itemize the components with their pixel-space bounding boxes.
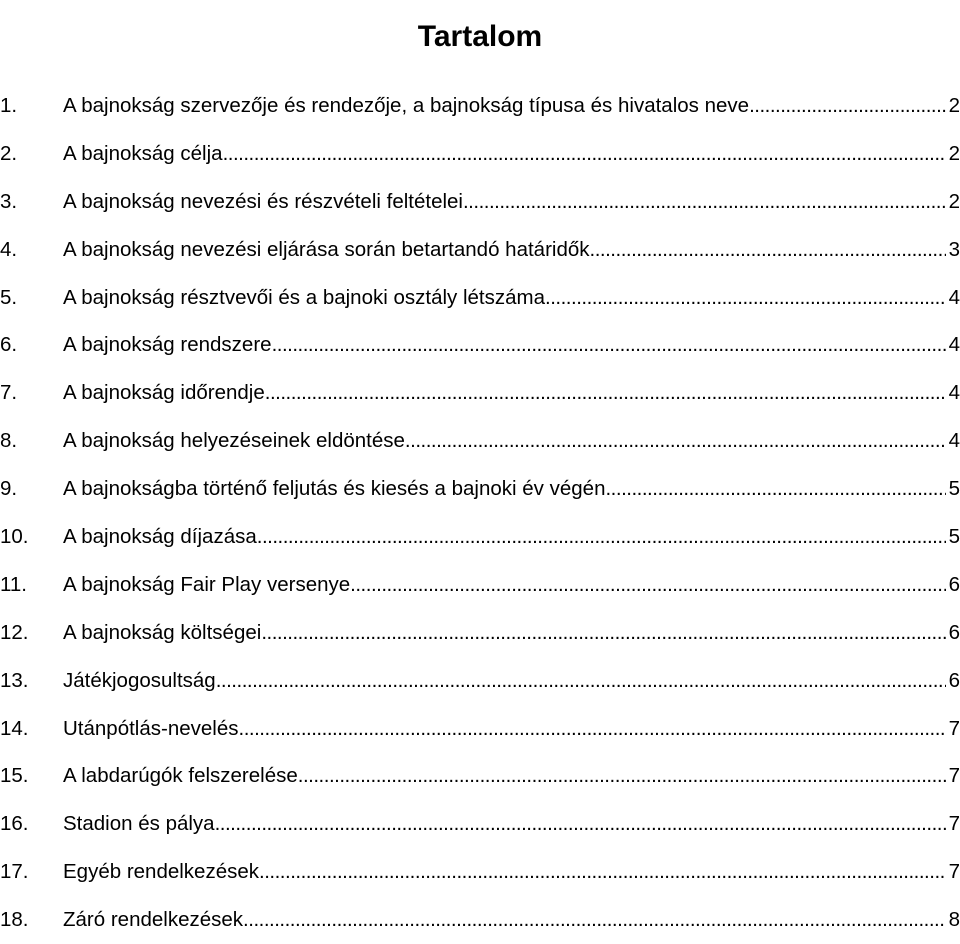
- toc-entry-number: 5.: [0, 285, 18, 309]
- toc-entry-title[interactable]: A bajnokság résztvevői és a bajnoki osztály létszáma: [63, 285, 546, 309]
- toc-entry[interactable]: [0, 178, 960, 226]
- toc-entry-page[interactable]: 3: [948, 237, 960, 261]
- toc-entry-number: 6.: [0, 333, 18, 357]
- toc-entry-title[interactable]: A bajnokságba történő feljutás és kiesés a bajnoki év végén: [63, 477, 606, 501]
- toc-entry[interactable]: [0, 561, 960, 609]
- toc-entry-page[interactable]: 6: [948, 668, 960, 692]
- toc-entry-title[interactable]: A bajnokság nevezési eljárása során betartandó határidők: [63, 237, 590, 261]
- toc-entry-page[interactable]: 4: [948, 333, 960, 357]
- toc-entry-title[interactable]: A bajnokság rendszere: [63, 333, 272, 357]
- toc-entry[interactable]: [0, 896, 960, 944]
- toc-dot-leader: [243, 896, 946, 944]
- toc-dot-leader: [261, 609, 946, 657]
- toc-entry[interactable]: [0, 82, 960, 130]
- toc-entry[interactable]: [0, 321, 960, 369]
- toc-entry-page[interactable]: 2: [948, 94, 960, 117]
- toc-entry-line: [63, 130, 960, 178]
- toc-entry-line: [63, 848, 960, 896]
- toc-entry[interactable]: [0, 513, 960, 561]
- toc-entry-number: 18.: [0, 908, 29, 932]
- toc-entry[interactable]: [0, 274, 960, 322]
- toc-entry-page[interactable]: 8: [948, 908, 960, 932]
- toc-entry-title[interactable]: A bajnokság díjazása: [63, 525, 257, 549]
- toc-entry-line: [63, 321, 960, 369]
- toc-dot-leader: [749, 82, 946, 130]
- toc-dot-leader: [223, 130, 946, 178]
- toc-entry-page[interactable]: 5: [948, 477, 960, 501]
- toc-entry-line: [63, 513, 960, 561]
- toc-dot-leader: [590, 226, 946, 274]
- toc-entry-number: 17.: [0, 860, 29, 884]
- toc-entry-title[interactable]: A labdarúgók felszerelése: [63, 764, 298, 788]
- toc-entry-title[interactable]: A bajnokság helyezéseinek eldöntése: [63, 429, 405, 453]
- toc-entry-title[interactable]: A bajnokság időrendje: [63, 381, 265, 405]
- toc-entry-number: 14.: [0, 716, 29, 740]
- toc-entry-page[interactable]: 7: [948, 716, 960, 740]
- toc-entry-title[interactable]: Egyéb rendelkezések: [63, 860, 260, 884]
- toc-entry[interactable]: [0, 226, 960, 274]
- toc-entry-number: 8.: [0, 429, 18, 453]
- toc-entry-page[interactable]: 7: [948, 764, 960, 788]
- toc-entry[interactable]: [0, 848, 960, 896]
- toc-entry-line: [63, 369, 960, 417]
- toc-entry-number: 15.: [0, 764, 29, 788]
- toc-dot-leader: [215, 800, 946, 848]
- toc-entry-number: 16.: [0, 812, 29, 836]
- toc-entry-page[interactable]: 4: [948, 429, 960, 453]
- toc-entry-page[interactable]: 2: [948, 141, 960, 165]
- toc-entry-page[interactable]: 6: [948, 572, 960, 596]
- toc-entry-title[interactable]: Stadion és pálya: [63, 812, 215, 836]
- toc-entry[interactable]: [0, 417, 960, 465]
- toc-entry-page[interactable]: 6: [948, 620, 960, 644]
- toc-entry[interactable]: [0, 705, 960, 753]
- toc-entry-number: 9.: [0, 477, 18, 501]
- toc-entry-number: 13.: [0, 668, 29, 692]
- toc-entry-title[interactable]: Játékjogosultság: [63, 668, 216, 692]
- toc-entry-title[interactable]: Záró rendelkezések: [63, 908, 244, 932]
- toc-entry[interactable]: [0, 752, 960, 800]
- toc-entry-title[interactable]: A bajnokság Fair Play versenye: [63, 572, 351, 596]
- toc-entry-line: [63, 561, 960, 609]
- toc-entry-line: [63, 274, 960, 322]
- toc-entry-number: 4.: [0, 237, 18, 261]
- toc-list: [0, 82, 960, 944]
- toc-entry[interactable]: [0, 657, 960, 705]
- toc-entry-title[interactable]: A bajnokság célja: [63, 141, 223, 165]
- toc-entry-number: 2.: [0, 141, 18, 165]
- toc-entry-page[interactable]: 4: [948, 285, 960, 309]
- toc-entry-number: 12.: [0, 620, 29, 644]
- toc-dot-leader: [239, 705, 947, 753]
- toc-entry-line: [63, 82, 960, 130]
- toc-entry-page[interactable]: 4: [948, 381, 960, 405]
- toc-dot-leader: [298, 752, 946, 800]
- toc-entry-line: [63, 609, 960, 657]
- toc-entry-page[interactable]: 7: [948, 860, 960, 884]
- toc-dot-leader: [405, 417, 946, 465]
- toc-entry-title[interactable]: A bajnokság szervezője és rendezője, a bajnokság típusa és hivatalos neve: [63, 94, 750, 117]
- toc-entry-number: 11.: [0, 572, 27, 596]
- toc-entry-line: [63, 752, 960, 800]
- toc-dot-leader: [545, 274, 946, 322]
- toc-dot-leader: [463, 178, 946, 226]
- toc-entry-line: [63, 465, 960, 513]
- toc-entry-line: [63, 657, 960, 705]
- toc-entry[interactable]: [0, 609, 960, 657]
- toc-entry-number: 1.: [0, 94, 18, 117]
- toc-entry-page[interactable]: 7: [948, 812, 960, 836]
- toc-entry-line: [63, 417, 960, 465]
- toc-entry-line: [63, 705, 960, 753]
- toc-dot-leader: [605, 465, 946, 513]
- toc-entry-title[interactable]: Utánpótlás-nevelés: [63, 716, 239, 740]
- toc-entry-number: 3.: [0, 189, 18, 213]
- toc-entry-line: [63, 178, 960, 226]
- toc-entry[interactable]: [0, 465, 960, 513]
- toc-entry-number: 10.: [0, 525, 29, 549]
- toc-dot-leader: [272, 321, 946, 369]
- toc-dot-leader: [265, 369, 946, 417]
- toc-dot-leader: [259, 848, 946, 896]
- toc-title: Tartalom: [417, 20, 543, 54]
- toc-dot-leader: [257, 513, 946, 561]
- toc-entry-title[interactable]: A bajnokság költségei: [63, 620, 262, 644]
- toc-entry-line: [63, 800, 960, 848]
- toc-entry-line: [63, 896, 960, 944]
- toc-entry-title[interactable]: A bajnokság nevezési és részvételi feltételei: [63, 189, 463, 213]
- toc-entry-page[interactable]: 2: [948, 189, 960, 213]
- toc-entry[interactable]: [0, 369, 960, 417]
- toc-dot-leader: [216, 657, 946, 705]
- toc-entry-page[interactable]: 5: [948, 525, 960, 549]
- toc-entry[interactable]: [0, 130, 960, 178]
- toc-dot-leader: [350, 561, 946, 609]
- toc-entry-number: 7.: [0, 381, 18, 405]
- toc-entry[interactable]: [0, 800, 960, 848]
- toc-entry-line: [63, 226, 960, 274]
